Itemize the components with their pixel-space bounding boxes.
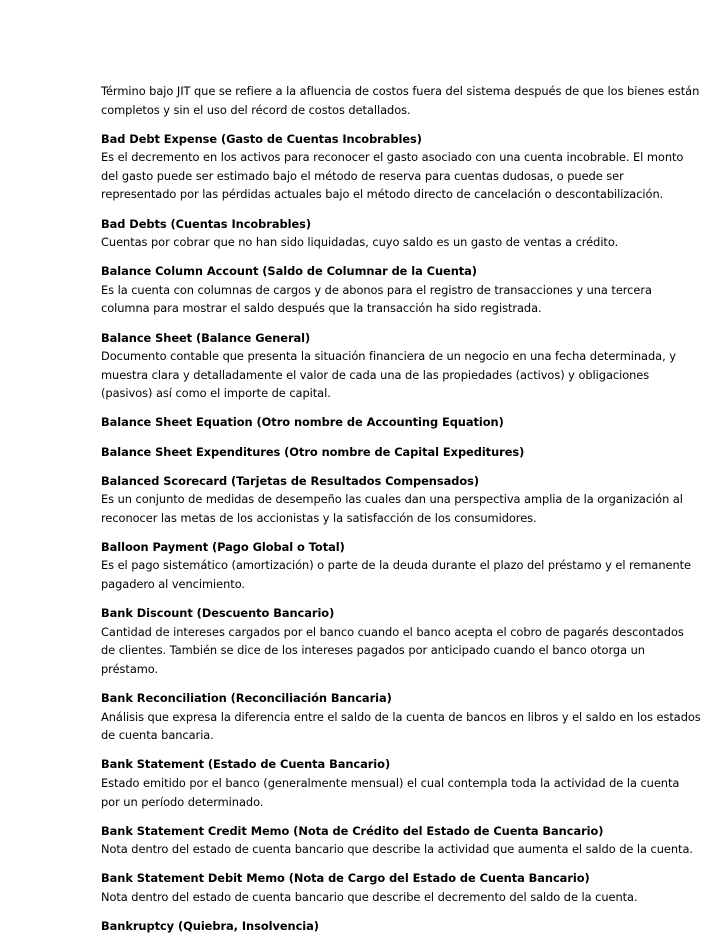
glossary-entry xyxy=(101,822,701,859)
glossary-entry xyxy=(101,413,701,432)
glossary-entry xyxy=(101,472,701,528)
glossary-entry xyxy=(101,689,701,745)
glossary-term: Bad Debt Expense (Gasto de Cuentas Incobrables) xyxy=(101,131,422,146)
glossary-entry xyxy=(101,869,701,906)
glossary-definition: Nota dentro del estado de cuenta bancario que describe la actividad que aumenta el saldo de la cuenta. xyxy=(101,842,693,857)
glossary-definition: Documento contable que presenta la situación financiera de un negocio en una fecha determinada, y muestra clara y detalladamente el valor de cada una de las propiedades (activos) y obligaciones (pasivos) así como el importe de capital. xyxy=(101,349,676,401)
glossary-entry xyxy=(101,604,701,678)
glossary-entry xyxy=(101,443,701,462)
glossary-definition: Es el decremento en los activos para reconocer el gasto asociado con una cuenta incobrable. El monto del gasto puede ser estimado bajo el método de reserva para cuentas dudosas, o puede ser representado por las pérdidas actuales bajo el método directo de cancelación o descontabilización. xyxy=(101,150,684,202)
glossary-term: Balance Sheet (Balance General) xyxy=(101,330,311,345)
glossary-term: Balance Sheet Expenditures (Otro nombre de Capital Expeditures) xyxy=(101,444,525,459)
glossary-term: Bankruptcy (Quiebra, Insolvencia) xyxy=(101,918,319,933)
glossary-term: Bank Statement Credit Memo (Nota de Crédito del Estado de Cuenta Bancario) xyxy=(101,823,604,838)
glossary-entry xyxy=(101,215,701,252)
glossary-definition: Es el pago sistemático (amortización) o parte de la deuda durante el plazo del préstamo y el remanente pagadero al vencimiento. xyxy=(101,558,691,592)
intro-paragraph xyxy=(101,82,701,119)
glossary-term: Bank Statement Debit Memo (Nota de Cargo del Estado de Cuenta Bancario) xyxy=(101,871,590,886)
glossary-entry xyxy=(101,917,701,936)
document-page xyxy=(101,82,701,946)
glossary-term: Bad Debts (Cuentas Incobrables) xyxy=(101,216,312,231)
glossary-term: Balance Column Account (Saldo de Columnar de la Cuenta) xyxy=(101,264,477,279)
glossary-definition: Nota dentro del estado de cuenta bancario que describe el decremento del saldo de la cuenta. xyxy=(101,889,638,904)
glossary-definition: Es la cuenta con columnas de cargos y de abonos para el registro de transacciones y una tercera columna para mostrar el saldo después que la transacción ha sido registrada. xyxy=(101,282,652,316)
glossary-definition: Cuentas por cobrar que no han sido liquidadas, cuyo saldo es un gasto de ventas a crédito. xyxy=(101,235,619,250)
glossary-term: Bank Discount (Descuento Bancario) xyxy=(101,606,335,621)
glossary-term: Bank Statement (Estado de Cuenta Bancario) xyxy=(101,757,391,772)
glossary-entry xyxy=(101,329,701,403)
glossary-term: Balance Sheet Equation (Otro nombre de Accounting Equation) xyxy=(101,415,504,430)
glossary-definition: Es un conjunto de medidas de desempeño las cuales dan una perspectiva amplia de la organización al reconocer las metas de los accionistas y la satisfacción de los consumidores. xyxy=(101,492,683,525)
glossary-entry xyxy=(101,755,701,811)
glossary-entry xyxy=(101,262,701,318)
glossary-term: Balanced Scorecard (Tarjetas de Resultados Compensados) xyxy=(101,473,479,488)
glossary-definition: Análisis que expresa la diferencia entre el saldo de la cuenta de bancos en libros y el saldo en los estados de cuenta bancaria. xyxy=(101,709,701,743)
intro-text: Término bajo JIT que se refiere a la afluencia de costos fuera del sistema después de que los bienes están completos y sin el uso del récord de costos detallados. xyxy=(101,84,700,117)
glossary-entry xyxy=(101,538,701,594)
glossary-definition: Cantidad de intereses cargados por el banco cuando el banco acepta el cobro de pagarés descontados de clientes. También se dice de los intereses pagados por anticipado cuando el banco otorga un préstamo. xyxy=(101,624,684,676)
glossary-term: Balloon Payment (Pago Global o Total) xyxy=(101,539,345,554)
glossary-definition: Estado emitido por el banco (generalmente mensual) el cual contempla toda la actividad de la cuenta por un período determinado. xyxy=(101,775,680,809)
glossary-entry xyxy=(101,130,701,204)
glossary-term: Bank Reconciliation (Reconciliación Bancaria) xyxy=(101,691,392,706)
